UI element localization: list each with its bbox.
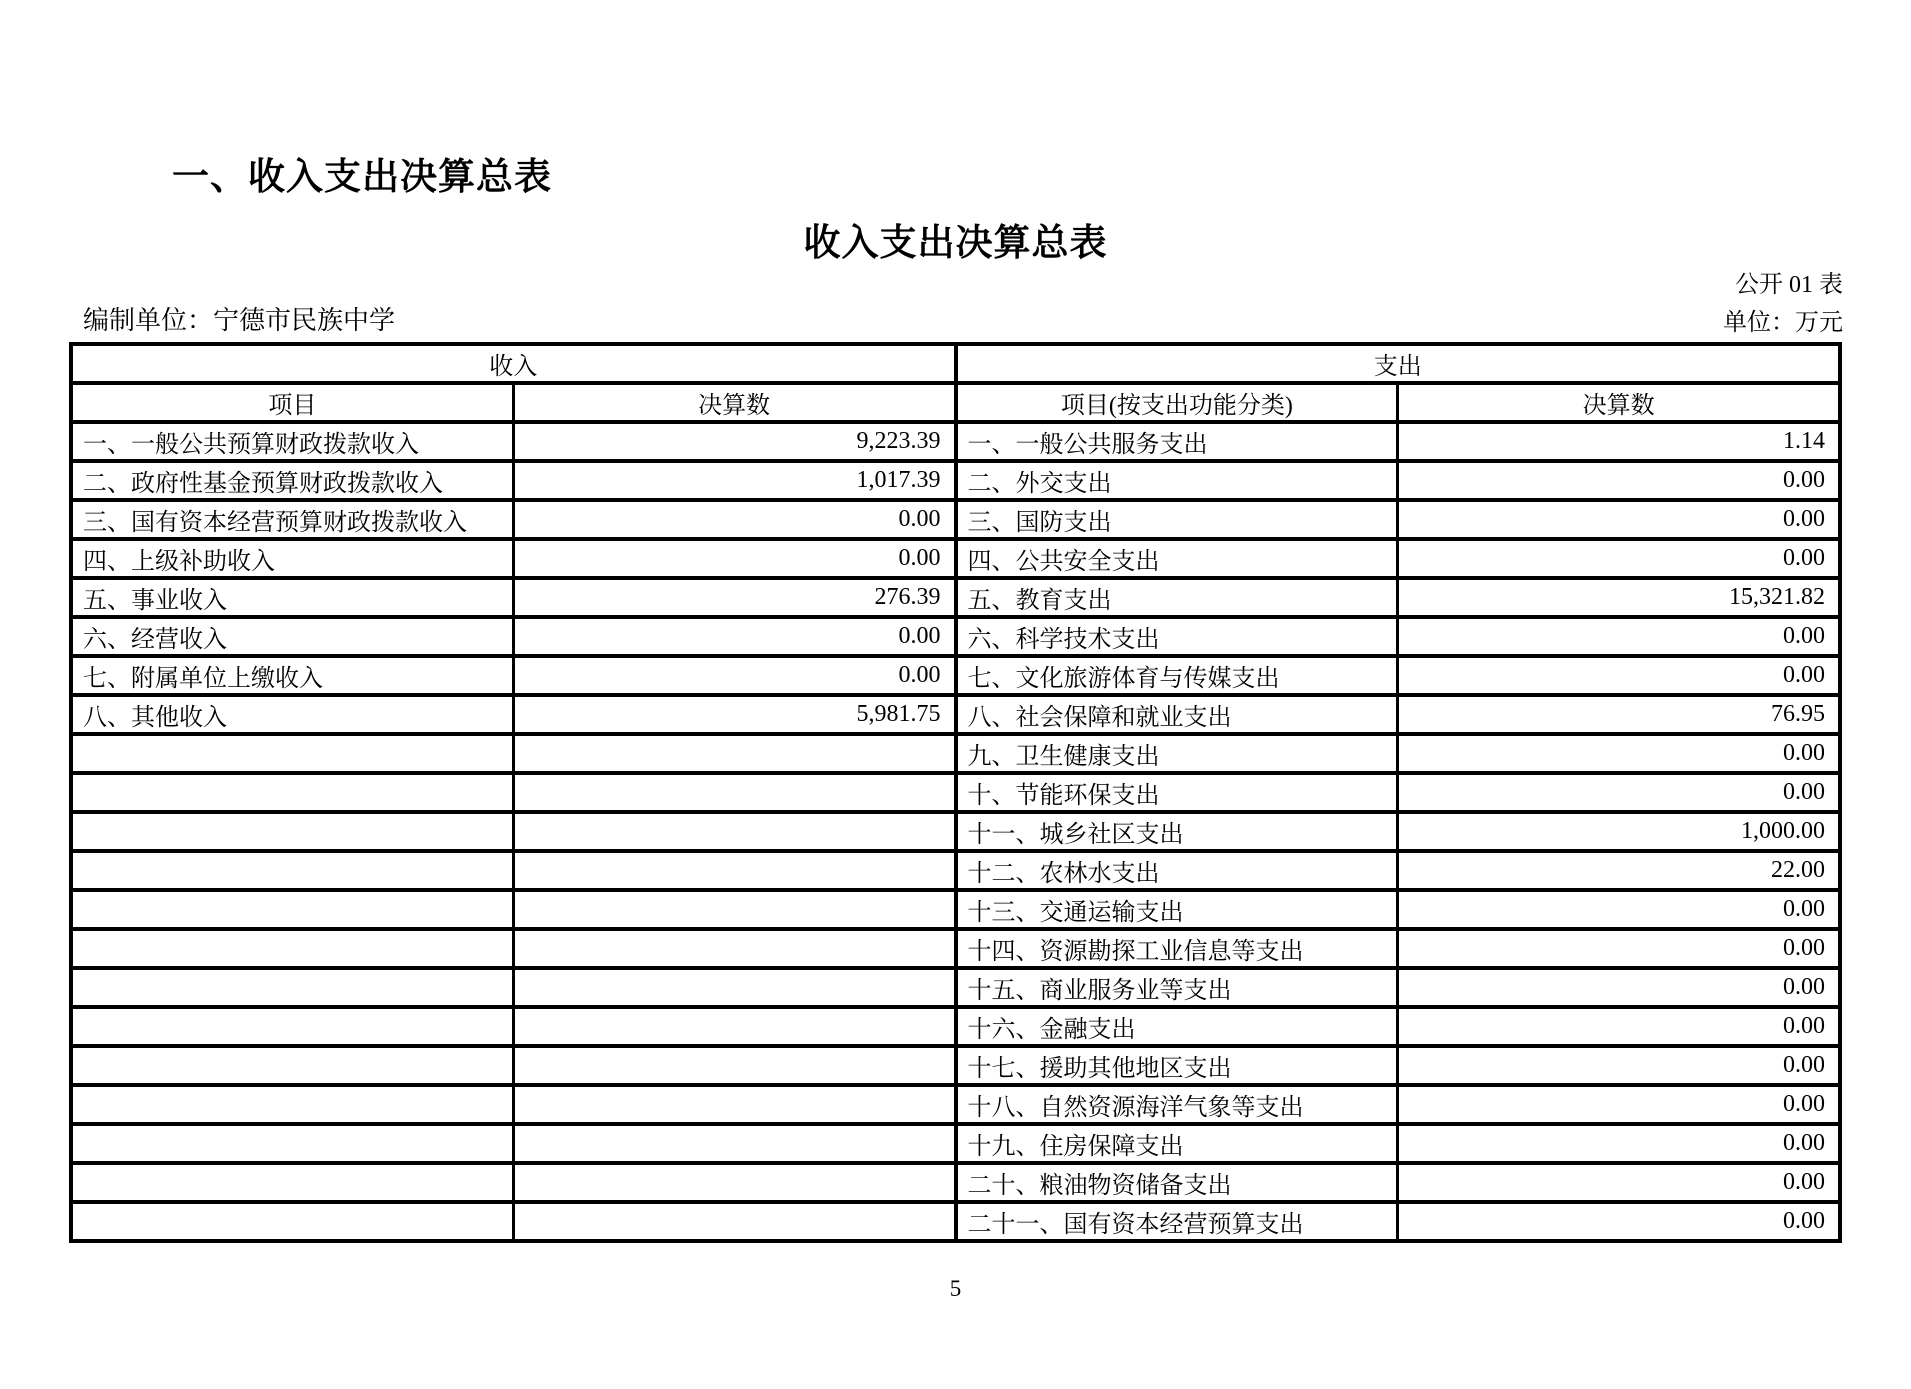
table-row — [71, 929, 1840, 968]
expense-value-cell: 22.00 — [1398, 851, 1840, 890]
income-value-cell — [513, 734, 955, 773]
expense-value-cell: 1.14 — [1398, 422, 1840, 461]
income-item-cell: 四、上级补助收入 — [71, 539, 513, 578]
prepared-by-label: 编制单位：宁德市民族中学 — [83, 306, 396, 335]
budget-summary-table — [69, 342, 1842, 1243]
expense-item-cell: 十八、自然资源海洋气象等支出 — [956, 1085, 1398, 1124]
expense-item-cell: 十七、援助其他地区支出 — [956, 1046, 1398, 1085]
expense-item-cell: 五、教育支出 — [956, 578, 1398, 617]
expense-item-cell: 十、节能环保支出 — [956, 773, 1398, 812]
income-item-cell: 七、附属单位上缴收入 — [71, 656, 513, 695]
income-item-cell — [71, 968, 513, 1007]
expense-item-cell: 八、社会保障和就业支出 — [956, 695, 1398, 734]
expense-value-cell: 0.00 — [1398, 1202, 1840, 1241]
table-row — [71, 422, 1840, 461]
table-row — [71, 734, 1840, 773]
expense-item-cell: 十一、城乡社区支出 — [956, 812, 1398, 851]
income-value-cell: 1,017.39 — [513, 461, 955, 500]
expense-value-cell: 0.00 — [1398, 656, 1840, 695]
expense-item-cell: 三、国防支出 — [956, 500, 1398, 539]
expense-value-cell: 0.00 — [1398, 890, 1840, 929]
expense-value-cell: 0.00 — [1398, 461, 1840, 500]
income-value-cell — [513, 851, 955, 890]
income-item-cell: 三、国有资本经营预算财政拨款收入 — [71, 500, 513, 539]
income-value-cell: 0.00 — [513, 500, 955, 539]
income-item-cell — [71, 851, 513, 890]
income-value-cell: 276.39 — [513, 578, 955, 617]
income-group-header: 收入 — [71, 344, 956, 383]
table-row — [71, 1163, 1840, 1202]
expense-item-cell: 十三、交通运输支出 — [956, 890, 1398, 929]
expense-item-cell: 二十一、国有资本经营预算支出 — [956, 1202, 1398, 1241]
income-item-cell: 八、其他收入 — [71, 695, 513, 734]
expense-item-cell: 十六、金融支出 — [956, 1007, 1398, 1046]
income-item-cell: 二、政府性基金预算财政拨款收入 — [71, 461, 513, 500]
income-item-cell — [71, 1046, 513, 1085]
expense-item-cell: 七、文化旅游体育与传媒支出 — [956, 656, 1398, 695]
expense-item-cell: 十二、农林水支出 — [956, 851, 1398, 890]
expense-value-cell: 0.00 — [1398, 773, 1840, 812]
table-row — [71, 617, 1840, 656]
income-value-cell: 0.00 — [513, 617, 955, 656]
expense-value-column-header: 决算数 — [1398, 383, 1840, 422]
table-row — [71, 1124, 1840, 1163]
expense-item-cell: 四、公共安全支出 — [956, 539, 1398, 578]
income-item-cell — [71, 890, 513, 929]
table-row — [71, 1007, 1840, 1046]
table-row — [71, 1202, 1840, 1241]
expense-value-cell: 15,321.82 — [1398, 578, 1840, 617]
income-value-cell — [513, 968, 955, 1007]
table-row — [71, 656, 1840, 695]
expense-item-cell: 一、一般公共服务支出 — [956, 422, 1398, 461]
income-item-cell — [71, 1124, 513, 1163]
expense-value-cell: 0.00 — [1398, 617, 1840, 656]
income-item-column-header: 项目 — [71, 383, 513, 422]
group-header-row — [71, 344, 1840, 383]
income-item-cell — [71, 1007, 513, 1046]
income-value-cell — [513, 1046, 955, 1085]
expense-value-cell: 0.00 — [1398, 500, 1840, 539]
income-item-cell — [71, 929, 513, 968]
expense-item-cell: 二、外交支出 — [956, 461, 1398, 500]
table-row — [71, 461, 1840, 500]
table-title: 收入支出决算总表 — [803, 222, 1108, 263]
page-number: 5 — [949, 1276, 962, 1301]
expense-item-cell: 六、科学技术支出 — [956, 617, 1398, 656]
table-row — [71, 500, 1840, 539]
table-header — [71, 344, 1840, 422]
table-row — [71, 539, 1840, 578]
expense-value-cell: 0.00 — [1398, 968, 1840, 1007]
expense-value-cell: 0.00 — [1398, 1124, 1840, 1163]
income-value-cell — [513, 1007, 955, 1046]
income-item-cell — [71, 734, 513, 773]
table-row — [71, 812, 1840, 851]
expense-value-cell: 0.00 — [1398, 1007, 1840, 1046]
expense-value-cell: 0.00 — [1398, 539, 1840, 578]
column-header-row — [71, 383, 1840, 422]
table-row — [71, 890, 1840, 929]
income-value-cell: 0.00 — [513, 539, 955, 578]
expense-value-cell: 0.00 — [1398, 1085, 1840, 1124]
income-value-cell — [513, 929, 955, 968]
income-value-cell — [513, 1085, 955, 1124]
expense-item-column-header: 项目(按支出功能分类) — [956, 383, 1398, 422]
table-row — [71, 1085, 1840, 1124]
income-item-cell: 一、一般公共预算财政拨款收入 — [71, 422, 513, 461]
income-value-cell — [513, 1163, 955, 1202]
income-value-cell — [513, 773, 955, 812]
expense-value-cell: 0.00 — [1398, 1046, 1840, 1085]
expense-group-header: 支出 — [956, 344, 1841, 383]
income-value-cell — [513, 812, 955, 851]
expense-item-cell: 十五、商业服务业等支出 — [956, 968, 1398, 1007]
income-item-cell: 五、事业收入 — [71, 578, 513, 617]
table-row — [71, 695, 1840, 734]
income-item-cell: 六、经营收入 — [71, 617, 513, 656]
income-value-column-header: 决算数 — [513, 383, 955, 422]
income-item-cell — [71, 1085, 513, 1124]
income-item-cell — [71, 812, 513, 851]
table-row — [71, 578, 1840, 617]
income-value-cell: 9,223.39 — [513, 422, 955, 461]
table-row — [71, 851, 1840, 890]
income-value-cell — [513, 1124, 955, 1163]
income-item-cell — [71, 1163, 513, 1202]
unit-label: 单位：万元 — [1723, 310, 1843, 336]
table-row — [71, 1046, 1840, 1085]
table-row — [71, 968, 1840, 1007]
income-value-cell — [513, 890, 955, 929]
expense-item-cell: 十四、资源勘探工业信息等支出 — [956, 929, 1398, 968]
expense-value-cell: 0.00 — [1398, 734, 1840, 773]
table-body — [71, 422, 1840, 1241]
expense-value-cell: 1,000.00 — [1398, 812, 1840, 851]
section-heading: 一、收入支出决算总表 — [172, 156, 552, 197]
expense-value-cell: 0.00 — [1398, 929, 1840, 968]
table-code-label: 公开 01 表 — [1735, 272, 1843, 298]
income-value-cell: 0.00 — [513, 656, 955, 695]
income-value-cell — [513, 1202, 955, 1241]
income-value-cell: 5,981.75 — [513, 695, 955, 734]
expense-value-cell: 76.95 — [1398, 695, 1840, 734]
expense-value-cell: 0.00 — [1398, 1163, 1840, 1202]
expense-item-cell: 九、卫生健康支出 — [956, 734, 1398, 773]
income-item-cell — [71, 773, 513, 812]
expense-item-cell: 十九、住房保障支出 — [956, 1124, 1398, 1163]
table-row — [71, 773, 1840, 812]
expense-item-cell: 二十、粮油物资储备支出 — [956, 1163, 1398, 1202]
income-item-cell — [71, 1202, 513, 1241]
